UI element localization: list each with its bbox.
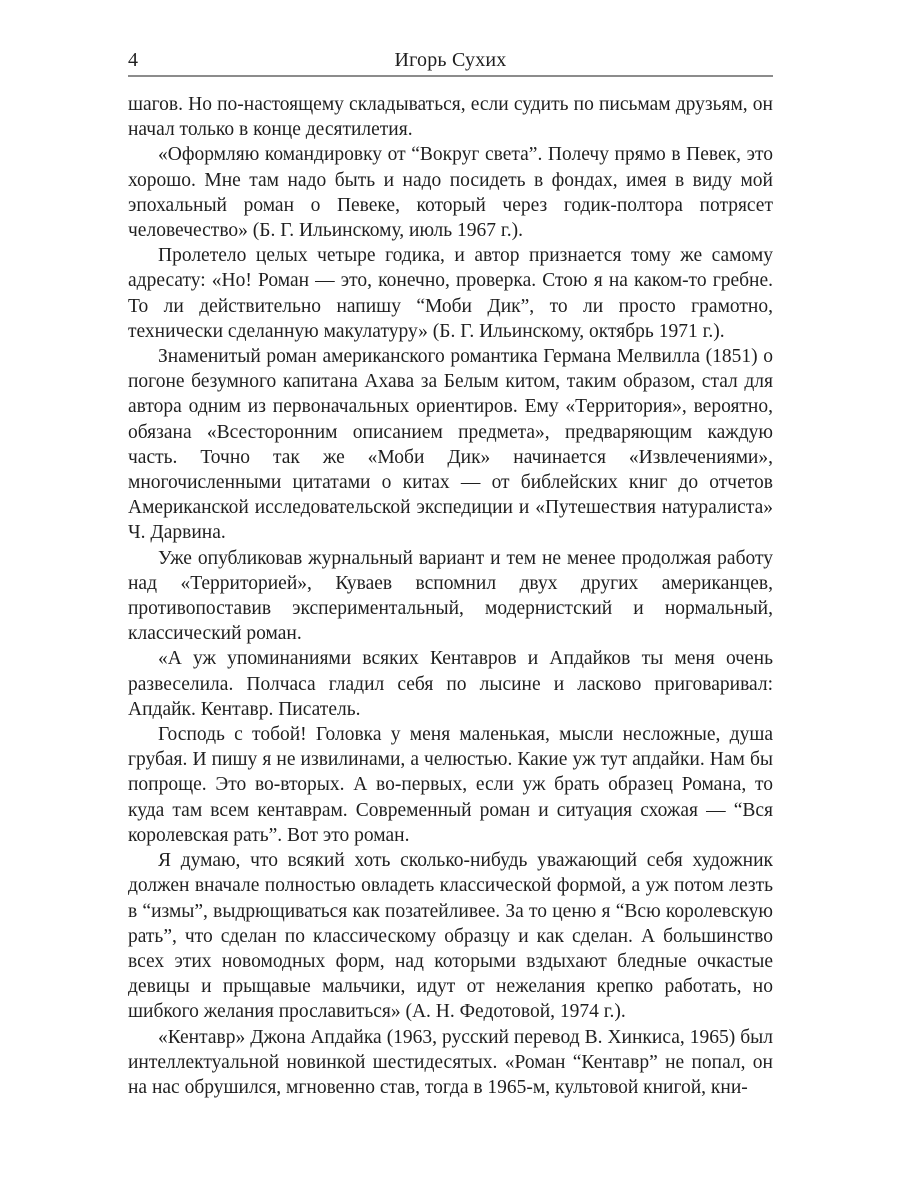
- paragraph: «А уж упоминаниями всяких Кентавров и Апдайков ты меня очень развеселила. Полчаса гладил себя по лысине и ласково приговаривал: Апдайк. Кентавр. Писатель.: [128, 648, 773, 720]
- paragraph: «Кентавр» Джона Апдайка (1963, русский перевод В. Хинкиса, 1965) был интеллектуальной новинкой шестидесятых. «Роман “Кентавр” не попал, он на нас обрушился, мгновенно став, тогда в 1965-м, культовой книгой, кни-: [128, 1026, 773, 1098]
- paragraph: Я думаю, что всякий хоть сколько-нибудь уважающий себя художник должен вначале полностью овладеть классической формой, а уж потом лезть в “измы”, выдрющиваться как позатейливее. За то ценю я “Всю королевскую рать”, что сделан по классическому образцу и как сделан. А большинство всех этих новомодных форм, над которыми вздыхают бледные очкастые девицы и прыщавые мальчики, идут от нежелания крепко работать, но шибкого желания прославиться» (А. Н. Федотовой, 1974 г.).: [128, 850, 773, 1023]
- paragraph: Уже опубликовав журнальный вариант и тем не менее продолжая работу над «Территорией», Куваев вспомнил двух других американцев, противопоставив экспериментальный, модернистский и нормальный, классический роман.: [128, 547, 773, 645]
- body-text: [128, 92, 773, 1100]
- paragraph: Пролетело целых четыре годика, и автор признается тому же самому адресату: «Но! Роман — это, конечно, проверка. Стою я на каком-то гребне. То ли действительно напишу “Моби Дик”, то ли просто грамотно, технически сделанную макулатуру» (Б. Г. Ильинскому, октябрь 1971 г.).: [128, 245, 773, 342]
- page-number: 4: [128, 49, 138, 71]
- paragraph: «Оформляю командировку от “Вокруг света”. Полечу прямо в Певек, это хорошо. Мне там надо быть и надо посидеть в фондах, имея в виду мой эпохальный роман о Певеке, который через годик-полтора потрясет человечество» (Б. Г. Ильинскому, июль 1967 г.).: [128, 144, 773, 242]
- running-head: Игорь Сухих: [394, 49, 507, 71]
- paragraph: Господь с тобой! Головка у меня маленькая, мысли несложные, душа грубая. И пишу я не извилинами, а челюстью. Какие уж тут апдайки. Нам бы попроще. Это во-вторых. А во-первых, если уж брать образец Романа, то куда там всем кентаврам. Современный роман и ситуация схожая — “Вся королевская рать”. Вот это роман.: [128, 724, 773, 846]
- header-rule: [128, 75, 773, 77]
- paragraph: шагов. Но по-настоящему складываться, если судить по письмам друзьям, он начал только в конце десятилетия.: [128, 94, 773, 141]
- page-header: [128, 48, 773, 74]
- paragraph: Знаменитый роман американского романтика Германа Мелвилла (1851) о погоне безумного капитана Ахава за Белым китом, таким образом, стал для автора одним из первоначальных ориентиров. Ему «Территория», вероятно, обязана «Всесторонним описанием предмета», предваряющим каждую часть. Точно так же «Моби Дик» начинается «Извлечениями», многочисленными цитатами о китах — от библейских книг до отчетов Американской исследовательской экспедиции и «Путешествия натуралиста» Ч. Дарвина.: [128, 346, 773, 544]
